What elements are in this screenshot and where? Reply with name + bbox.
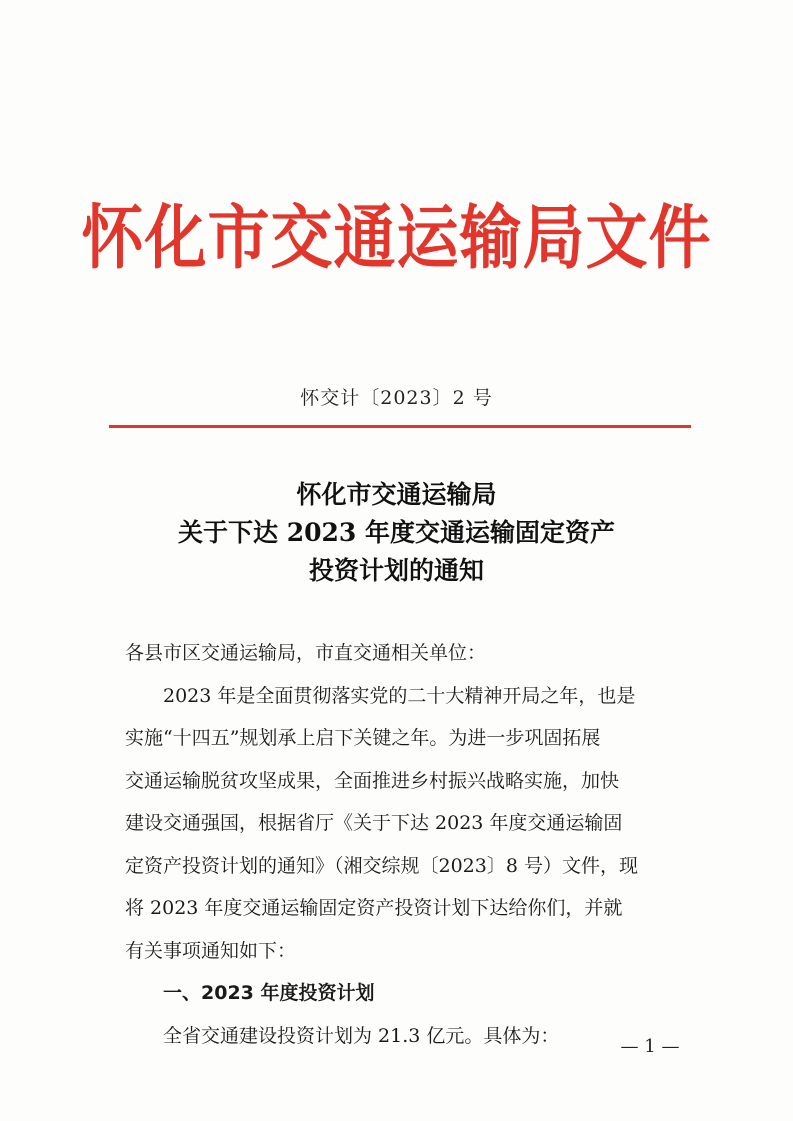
title-line-3: 投资计划的通知	[308, 556, 484, 585]
document-body	[125, 632, 685, 1057]
body-line-3: 交通运输脱贫攻坚成果，全面推进乡村振兴战略实施，加快	[125, 769, 620, 792]
document-title	[0, 476, 793, 590]
red-divider-line	[109, 425, 691, 428]
section-heading: 一、2023 年度投资计划	[163, 982, 375, 1004]
body-line-7: 有关事项通知如下：	[125, 939, 297, 962]
body-line-5: 定资产投资计划的通知》（湘交综规〔2023〕8 号）文件，现	[125, 854, 638, 877]
addressee-line: 各县市区交通运输局，市直交通相关单位：	[125, 642, 487, 664]
issuer-header: 怀化市交通运输局文件	[81, 196, 712, 279]
section-text: 全省交通建设投资计划为 21.3 亿元。具体为：	[163, 1024, 560, 1047]
page-number: — 1 —	[620, 1036, 680, 1057]
title-line-2: 关于下达 2023 年度交通运输固定资产	[178, 518, 615, 547]
document-number: 怀交计〔2023〕2 号	[300, 387, 493, 409]
title-line-1: 怀化市交通运输局	[296, 480, 497, 509]
body-line-6: 将 2023 年度交通运输固定资产投资计划下达给你们，并就	[125, 897, 623, 919]
body-line-2: 实施“十四五”规划承上启下关键之年。为进一步巩固拓展	[125, 727, 601, 749]
body-line-1: 2023 年是全面贯彻落实党的二十大精神开局之年，也是	[163, 684, 636, 707]
body-line-4: 建设交通强国，根据省厅《关于下达 2023 年度交通运输固	[125, 812, 623, 834]
